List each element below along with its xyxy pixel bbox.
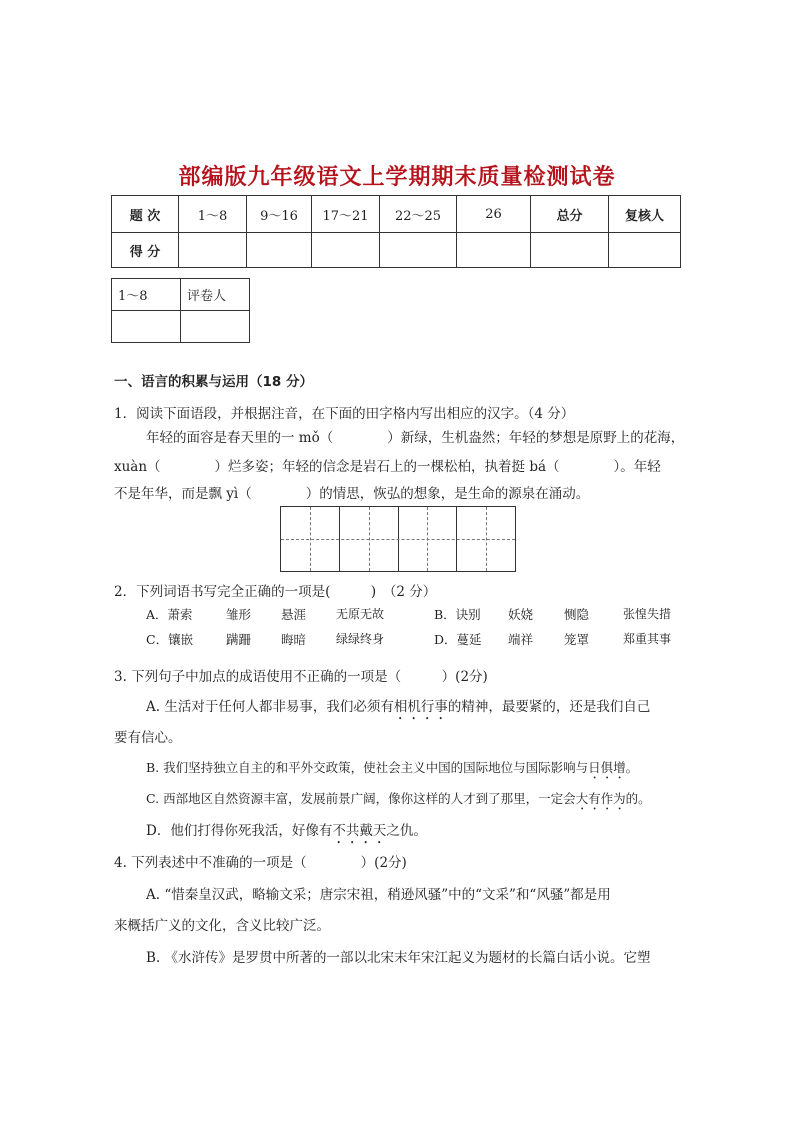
score-input-cell[interactable] xyxy=(531,233,609,268)
q4-option-a-cont: 来概括广义的文化，含义比较广泛。 xyxy=(114,918,330,934)
section-heading: 一、语言的积累与运用（18 分） xyxy=(114,374,313,390)
q3-text: 的。 xyxy=(625,791,651,806)
score-input-cell[interactable] xyxy=(312,233,380,268)
q3-text: 之仇。 xyxy=(386,823,427,839)
score-table-score-row xyxy=(112,233,681,268)
q3-dotted-idiom: 不共戴天 xyxy=(332,823,387,839)
q2-option: 笼罩 xyxy=(564,632,590,647)
q2-option: 无原无故 xyxy=(336,607,385,621)
grader-cell: 评卷人 xyxy=(181,279,250,311)
grader-input-cell[interactable] xyxy=(112,311,181,343)
q3-text: C. 西部地区自然资源丰富，发展前景广阔，像你这样的人才到了那里，一定会 xyxy=(146,791,576,806)
q1-stem: 1．阅读下面语段，并根据注音，在下面的田字格内写出相应的汉字。（4 分） xyxy=(114,406,575,422)
q2-option: A．萧索 xyxy=(146,607,193,622)
q3-dotted-idiom: 日俱增 xyxy=(588,760,626,775)
q2-option: 端祥 xyxy=(508,632,534,647)
tianzige-grid[interactable] xyxy=(280,506,516,572)
grader-table xyxy=(111,278,250,343)
q2-option: D．蔓延 xyxy=(434,632,482,647)
score-cell: 22～25 xyxy=(380,196,457,233)
score-cell: 复核人 xyxy=(609,196,681,233)
q1-line: 年轻的面容是春天里的一 mǒ（ ）新绿，生机盎然；年轻的梦想是原野上的花海， xyxy=(146,430,685,446)
q1-line: 不是年华，而是飘 yì（ ）的情思，恢弘的想象，是生命的源泉在涌动。 xyxy=(114,486,590,502)
page-title: 部编版九年级语文上学期期末质量检测试卷 xyxy=(178,165,616,190)
score-input-cell[interactable] xyxy=(609,233,681,268)
score-cell: 26 xyxy=(457,196,531,233)
q2-option: 晦暗 xyxy=(281,632,307,647)
score-cell: 9～16 xyxy=(247,196,312,233)
score-label-cell: 得 分 xyxy=(112,233,179,268)
q3-text: 的精神，最要紧的，还是我们自己 xyxy=(447,699,651,715)
q1-line: xuàn（ ）烂多姿；年轻的信念是岩石上的一棵松柏，执着挺 bá（ ）。年轻 xyxy=(114,459,661,475)
q3-option-b xyxy=(146,758,638,782)
q3-text: 。 xyxy=(625,760,639,775)
q2-option: 妖娆 xyxy=(508,607,534,622)
q3-option-a-cont: 要有信心。 xyxy=(114,730,182,746)
q2-option: 张惶失措 xyxy=(623,607,672,621)
score-cell: 总分 xyxy=(531,196,609,233)
score-table xyxy=(111,195,681,268)
score-input-cell[interactable] xyxy=(179,233,247,268)
q4-stem: 4. 下列表述中不准确的一项是（ ）(2分) xyxy=(114,855,407,871)
q2-option: C．镶嵌 xyxy=(146,632,194,647)
score-input-cell[interactable] xyxy=(380,233,457,268)
score-input-cell[interactable] xyxy=(457,233,531,268)
q2-option: 悬涯 xyxy=(281,607,307,622)
q3-dotted-idiom: 大有作为 xyxy=(575,791,626,806)
q3-text: D．他们打得你死我活，好像有 xyxy=(146,823,333,839)
score-cell: 17～21 xyxy=(312,196,380,233)
q4-option-a: A. “惜秦皇汉武，略输文采；唐宗宋祖，稍逊风骚”中的“文采”和“风骚”都是用 xyxy=(146,887,611,903)
grader-cell: 1～8 xyxy=(112,279,181,311)
score-table-header-row xyxy=(112,196,681,233)
q3-text: B. 我们坚持独立自主的和平外交政策，使社会主义中国的国际地位与国际影响与 xyxy=(146,760,589,775)
score-cell: 1～8 xyxy=(179,196,247,233)
q3-option-c xyxy=(146,789,651,813)
q3-text: A. 生活对于任何人都非易事，我们必须有 xyxy=(146,699,394,715)
q3-option-a xyxy=(146,695,650,723)
q3-stem: 3. 下列句子中加点的成语使用不正确的一项是（ ）(2分) xyxy=(114,669,488,685)
q2-option: B．诀别 xyxy=(434,607,481,622)
q2-option: 蹒跚 xyxy=(226,632,252,647)
grader-input-cell[interactable] xyxy=(181,311,250,343)
q2-option: 雏形 xyxy=(226,607,252,622)
score-input-cell[interactable] xyxy=(247,233,312,268)
q2-stem: 2．下列词语书写完全正确的一项是( ) （2 分） xyxy=(114,584,437,600)
score-cell: 题 次 xyxy=(112,196,179,233)
q4-option-b: B. 《水浒传》是罗贯中所著的一部以北宋末年宋江起义为题材的长篇白话小说。它塑 xyxy=(146,950,651,966)
q3-dotted-idiom: 相机行事 xyxy=(393,699,448,715)
q2-option: 恻隐 xyxy=(564,607,590,622)
q2-option: 郑重其事 xyxy=(623,632,672,646)
q2-option: 绿绿终身 xyxy=(336,632,385,646)
q3-option-d xyxy=(146,819,427,847)
